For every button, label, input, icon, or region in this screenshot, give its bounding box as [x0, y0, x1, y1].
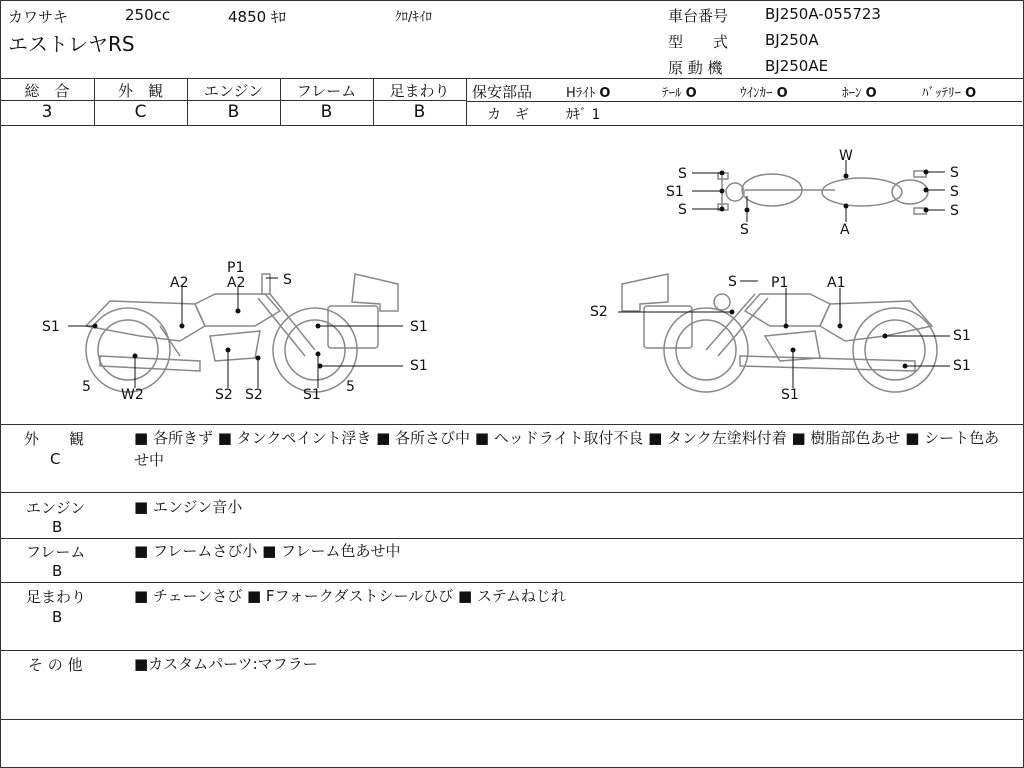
chassis-value: BJ250A-055723: [765, 5, 881, 23]
divider: [0, 538, 1024, 539]
safety-battery: ﾊﾞｯﾃﾘｰ O: [922, 86, 977, 101]
diagram-label: S1: [953, 358, 971, 374]
section-items-engine: ■ エンジン音小: [134, 498, 243, 516]
safety-horn: ﾎｰﾝ O: [842, 86, 877, 101]
safety-battery-mark: O: [965, 86, 977, 101]
diagram-label: S1: [666, 184, 684, 200]
diagram-label: A1: [827, 275, 846, 291]
safety-winker: ｳｲﾝｶｰ O: [740, 86, 788, 101]
maker: カワサキ: [8, 8, 69, 26]
section-items-other: ■カスタムパーツ:マフラー: [134, 655, 318, 673]
diagram-label: 5: [82, 379, 91, 395]
chassis-label: 車台番号: [668, 7, 729, 25]
top-view-bike: [718, 171, 928, 214]
suspension-label: 足まわり: [389, 82, 450, 100]
displacement: 250cc: [125, 6, 171, 24]
divider: [0, 719, 1024, 720]
right-side-bike: [622, 274, 937, 392]
section-items-exterior: ■ 各所きず ■ タンクペイント浮き ■ 各所さび中 ■ ヘッドライト取付不良 ■ タンク左塗料付着 ■ 樹脂部色あせ ■ シート色あせ中: [134, 429, 1000, 469]
section-grade-frame: B: [52, 562, 63, 580]
diagram-label: P1: [771, 275, 789, 291]
safety-label: 保安部品: [472, 83, 533, 101]
color: ｸﾛ/ｷｲﾛ: [395, 10, 432, 25]
engine-label: エンジン: [203, 82, 264, 100]
section-items-frame: ■ フレームさび小 ■ フレーム色あせ中: [134, 542, 401, 560]
section-title-exterior: 外 観: [24, 430, 85, 448]
left-side-bike: [86, 274, 398, 392]
engine-value: B: [227, 102, 240, 122]
overall-label: 総 合: [24, 82, 70, 100]
damage-diagram: [0, 126, 1022, 424]
diagram-label: W: [839, 148, 853, 164]
safety-headlight-mark: O: [599, 86, 611, 101]
diagram-label: A2: [170, 275, 189, 291]
diagram-label: P1: [227, 260, 245, 276]
divider: [0, 424, 1024, 425]
type-value: BJ250A: [765, 31, 819, 49]
diagram-label: S: [728, 274, 737, 290]
diagram-label: S: [678, 166, 687, 182]
section-items-suspension: ■ チェーンさび ■ Fフォークダストシールひび ■ ステムねじれ: [134, 587, 566, 605]
diagram-label: S: [283, 272, 292, 288]
overall-value: 3: [41, 102, 53, 122]
suspension-value: B: [413, 102, 426, 122]
section-grade-engine: B: [52, 518, 63, 536]
exterior-value: C: [134, 102, 147, 122]
diagram-label: S: [950, 203, 959, 219]
key-label: カ ギ: [487, 107, 529, 123]
divider: [466, 78, 467, 125]
section-title-engine: エンジン: [26, 499, 86, 517]
section-title-suspension: 足まわり: [26, 588, 87, 606]
divider: [466, 101, 1022, 102]
section-grade-exterior: C: [50, 450, 61, 468]
divider: [0, 650, 1024, 651]
diagram-label: S1: [953, 328, 971, 344]
divider: [0, 78, 1024, 79]
mileage: 4850 ｷﾛ: [228, 8, 286, 26]
engine-model-label: 原 動 機: [668, 59, 723, 77]
exterior-label: 外 観: [117, 82, 163, 100]
diagram-label: W2: [121, 387, 144, 403]
section-title-other: そ の 他: [28, 656, 83, 674]
model-name: エストレヤRS: [8, 32, 135, 56]
frame-label: フレーム: [296, 82, 357, 100]
frame-value: B: [320, 102, 333, 122]
safety-tail-mark: O: [685, 86, 697, 101]
divider: [0, 582, 1024, 583]
diagram-label: S2: [590, 304, 608, 320]
diagram-label: S: [678, 202, 687, 218]
safety-winker-mark: O: [776, 86, 788, 101]
diagram-label: A2: [227, 275, 246, 291]
diagram-label: S2: [215, 387, 233, 403]
diagram-label: S: [740, 222, 749, 238]
diagram-label: S2: [245, 387, 263, 403]
safety-tail: ﾃｰﾙ O: [662, 86, 697, 101]
section-grade-suspension: B: [52, 608, 63, 626]
diagram-label: S1: [410, 319, 428, 335]
key-value: ｶｷﾞ 1: [566, 107, 601, 123]
diagram-label: S: [950, 184, 959, 200]
diagram-label: S1: [781, 387, 799, 403]
diagram-label: S: [950, 165, 959, 181]
safety-horn-mark: O: [865, 86, 877, 101]
type-label: 型 式: [668, 33, 729, 51]
diagram-label: S1: [303, 387, 321, 403]
divider: [0, 492, 1024, 493]
diagram-label: A: [840, 222, 850, 238]
engine-model-value: BJ250AE: [765, 57, 829, 75]
diagram-label: 5: [346, 379, 355, 395]
safety-headlight: Hﾗｲﾄ O: [566, 86, 611, 101]
section-title-frame: フレーム: [26, 543, 86, 561]
diagram-label: S1: [410, 358, 428, 374]
diagram-label: S1: [42, 319, 60, 335]
